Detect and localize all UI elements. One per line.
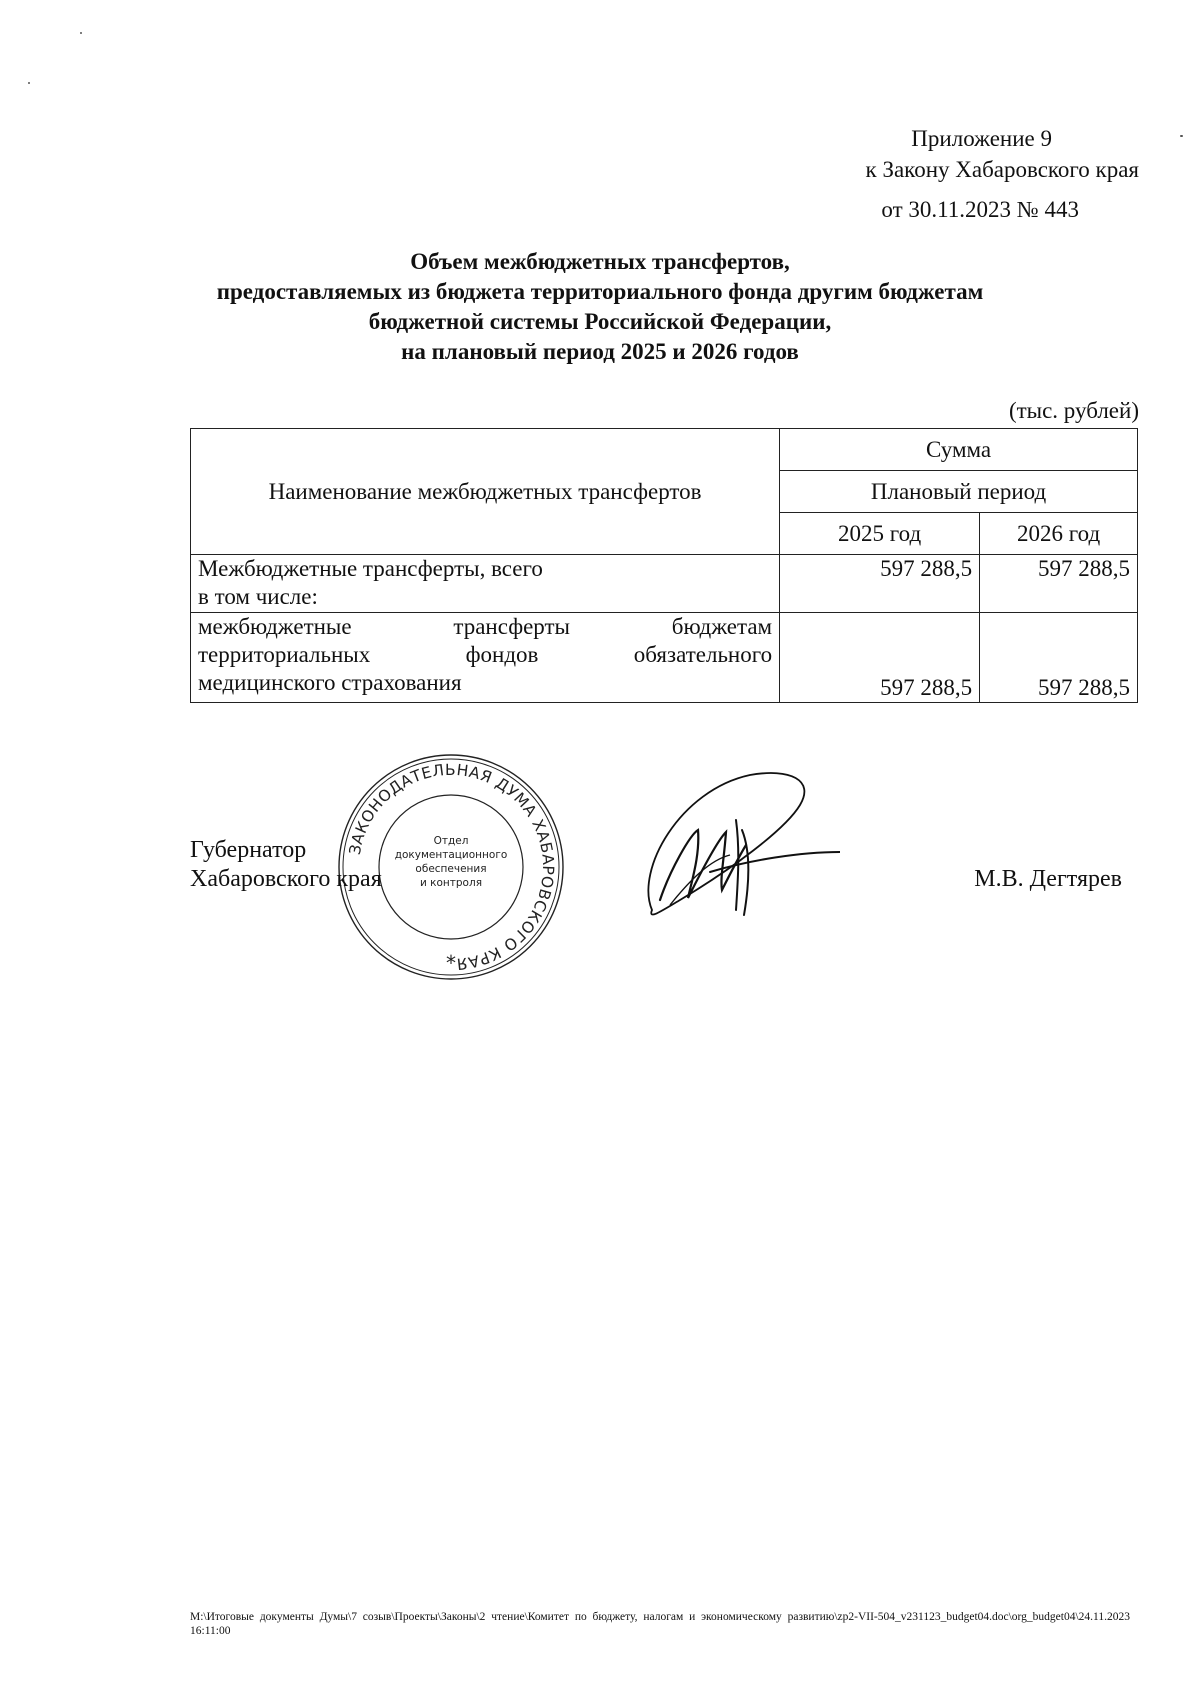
column-header-name: Наименование межбюджетных трансфертов xyxy=(191,429,780,555)
appendix-law: к Закону Хабаровского края xyxy=(865,157,1139,182)
title-line: Объем межбюджетных трансфертов, xyxy=(410,249,790,274)
handwritten-signature xyxy=(640,760,840,930)
column-header-period: Плановый период xyxy=(780,471,1138,513)
scan-speck xyxy=(1180,135,1183,137)
column-header-2026: 2026 год xyxy=(980,513,1138,555)
transfers-table xyxy=(190,428,1138,703)
seal-star: * xyxy=(446,951,456,975)
file-path-footer: M:\Итоговые документы Думы\7 созыв\Проекты\Законы\2 чтение\Комитет по бюджету, налогам и экономическому развитию\zp2-VII-504_v231123_budget04.doc\org_budget04\24.11.2023 16:11:00 xyxy=(190,1611,1130,1637)
row-name xyxy=(191,613,780,703)
value-2026: 597 288,5 xyxy=(980,613,1138,703)
seal-inner-line: и контроля xyxy=(419,877,483,889)
table-row xyxy=(191,555,1138,613)
seal-inner-line: Отдел xyxy=(433,835,469,847)
value-2026: 597 288,5 xyxy=(980,555,1138,613)
column-header-2025: 2025 год xyxy=(780,513,980,555)
table-row xyxy=(191,613,1138,703)
document-title xyxy=(0,247,1200,367)
title-line: предоставляемых из бюджета территориального фонда другим бюджетам xyxy=(216,279,984,304)
row-name-line: межбюджетные трансферты бюджетам xyxy=(198,614,773,639)
row-name-line: медицинского страхования xyxy=(198,670,462,695)
value-2025: 597 288,5 xyxy=(780,613,980,703)
seal-inner-line: обеспечения xyxy=(415,863,487,875)
signatory-name: М.В. Дегтярев xyxy=(974,866,1122,892)
value-2025: 597 288,5 xyxy=(780,555,980,613)
title-line: бюджетной системы Российской Федерации, xyxy=(368,309,832,334)
appendix-number: Приложение 9 xyxy=(911,126,1052,151)
scan-speck xyxy=(28,82,30,84)
row-name-line: Межбюджетные трансферты, всего xyxy=(198,556,543,581)
column-header-sum: Сумма xyxy=(780,429,1138,471)
seal-outer-textpath: ЗАКОНОДАТЕЛЬНАЯ ДУМА ХАБАРОВСКОГО КРАЯ xyxy=(345,760,558,973)
title-line: на плановый период 2025 и 2026 годов xyxy=(401,339,799,364)
row-name xyxy=(191,555,780,613)
units-label: (тыс. рублей) xyxy=(1008,398,1139,423)
row-name-line: в том числе: xyxy=(198,584,318,609)
appendix-date: от 30.11.2023 № 443 xyxy=(881,197,1079,222)
row-name-line: территориальных фондов обязательного xyxy=(198,642,773,667)
seal-inner-line: документационного xyxy=(394,849,508,861)
signatory-position-line: Хабаровского края xyxy=(190,866,382,892)
scan-speck xyxy=(80,32,82,34)
signatory-position-line: Губернатор xyxy=(190,837,307,863)
